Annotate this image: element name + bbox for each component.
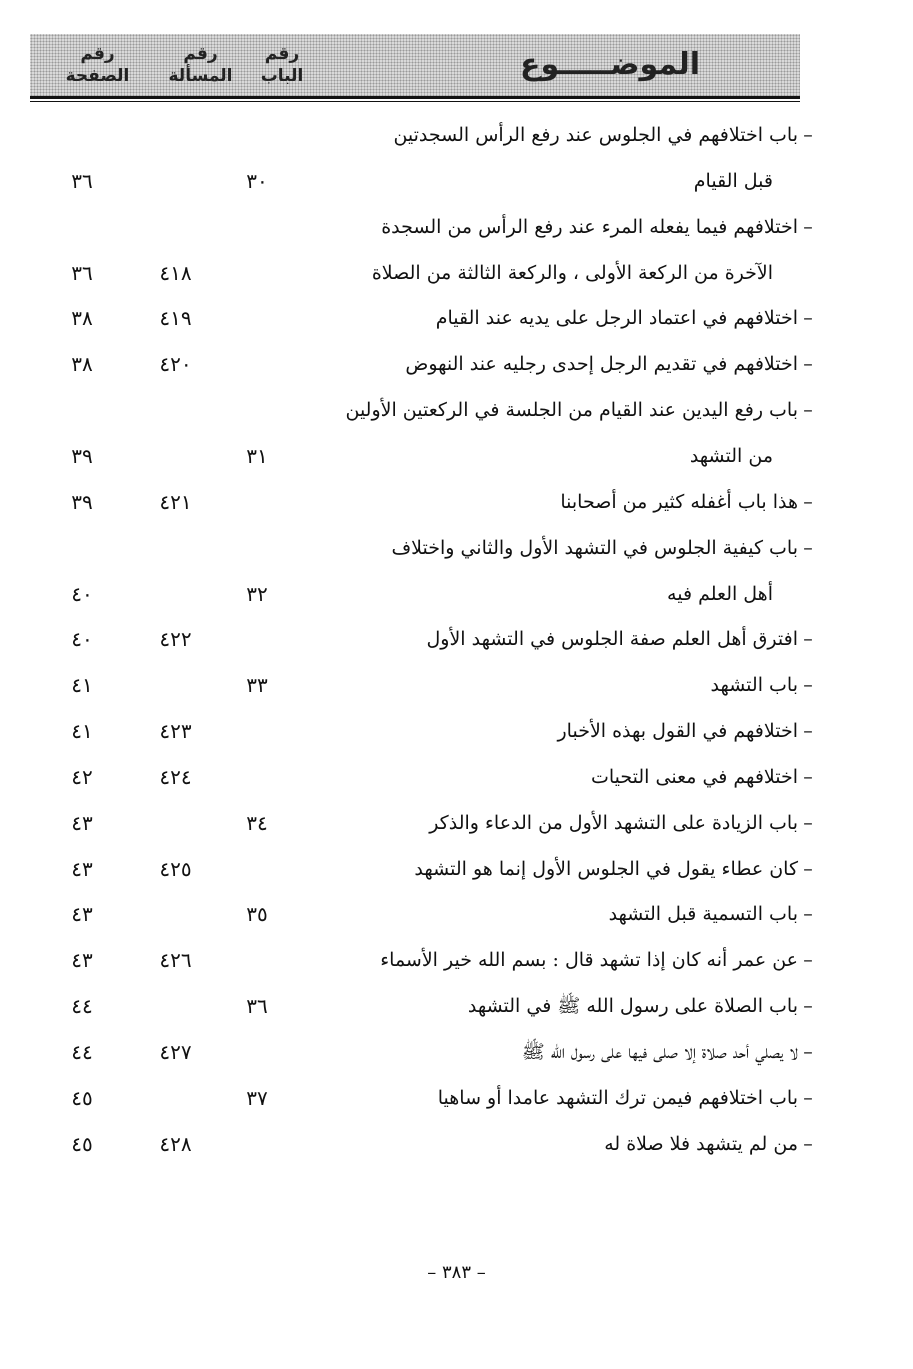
table-row	[0, 204, 913, 250]
table-row	[0, 571, 913, 617]
row-chapter-no	[232, 937, 282, 983]
header-divider	[30, 101, 800, 102]
row-bullet: –	[803, 215, 813, 238]
header-subject-label: الموضـــــوع	[519, 47, 701, 82]
table-row	[0, 1029, 913, 1075]
row-chapter-no	[232, 525, 282, 571]
row-bullet: –	[803, 995, 813, 1018]
row-subject: باب رفع اليدين عند القيام من الجلسة في الركعتين الأولين	[345, 399, 798, 422]
row-page-no	[52, 112, 112, 158]
row-page-no: ٤٣	[71, 856, 93, 881]
row-bullet: –	[803, 811, 813, 834]
row-chapter-no	[232, 479, 282, 525]
row-bullet: –	[803, 307, 813, 330]
row-page-no: ٤٥	[71, 1085, 93, 1110]
row-bullet	[798, 158, 818, 204]
row-subject: اختلافهم في تقديم الرجل إحدى رجليه عند النهوض	[405, 353, 798, 376]
row-bullet: –	[803, 949, 813, 972]
row-issue-no	[148, 571, 203, 617]
header-page-no-line1: رقم	[80, 44, 115, 64]
row-chapter-no: ٣٧	[246, 1085, 268, 1110]
row-subject: الآخرة من الركعة الأولى ، والركعة الثالثة من الصلاة	[371, 261, 773, 284]
table-header	[30, 34, 800, 99]
table-row	[0, 616, 913, 662]
row-bullet: –	[803, 1086, 813, 1109]
page-number: – ٣٨٣ –	[427, 1262, 486, 1283]
row-issue-no	[148, 158, 203, 204]
header-chapter-no-line1: رقم	[264, 44, 300, 64]
row-page-no: ٤٠	[71, 581, 93, 606]
row-page-no: ٣٦	[71, 168, 93, 193]
table-row	[0, 433, 913, 479]
row-bullet: –	[803, 720, 813, 743]
header-issue-no-line1: رقم	[183, 44, 218, 64]
row-issue-no	[148, 891, 203, 937]
row-bullet	[798, 433, 818, 479]
row-issue-no	[148, 525, 203, 571]
row-subject: من لم يتشهد فلا صلاة له	[604, 1132, 798, 1155]
row-subject: باب الصلاة على رسول الله ﷺ في التشهد	[467, 995, 798, 1018]
header-issue-no	[158, 34, 243, 96]
row-bullet: –	[803, 628, 813, 651]
row-subject: من التشهد	[689, 444, 773, 467]
row-chapter-no	[232, 846, 282, 892]
header-chapter-no	[252, 34, 312, 96]
row-chapter-no: ٣٥	[246, 902, 268, 927]
row-bullet: –	[803, 490, 813, 513]
row-subject: باب التشهد	[710, 674, 798, 697]
table-row	[0, 708, 913, 754]
row-chapter-no	[232, 341, 282, 387]
row-bullet: –	[803, 674, 813, 697]
table-row	[0, 387, 913, 433]
row-subject: اختلافهم في معنى التحيات	[590, 765, 798, 788]
row-issue-no	[148, 204, 203, 250]
table-row	[0, 937, 913, 983]
row-issue-no: ٤٢٢	[159, 627, 192, 652]
table-row	[0, 754, 913, 800]
row-subject: اختلافهم في اعتماد الرجل على يديه عند القيام	[435, 307, 798, 330]
row-issue-no	[148, 387, 203, 433]
row-issue-no: ٤٢١	[159, 489, 192, 514]
row-bullet: –	[803, 399, 813, 422]
header-page-no-line2: الصفحة	[65, 66, 130, 86]
row-chapter-no	[232, 204, 282, 250]
row-bullet: –	[803, 353, 813, 376]
row-bullet: –	[803, 857, 813, 880]
row-page-no: ٣٨	[71, 352, 93, 377]
row-bullet: –	[803, 765, 813, 788]
row-bullet: –	[803, 903, 813, 926]
row-chapter-no	[232, 708, 282, 754]
table-row	[0, 662, 913, 708]
row-chapter-no: ٣١	[246, 443, 268, 468]
row-issue-no: ٤٢٤	[159, 764, 192, 789]
row-subject: اختلافهم في القول بهذه الأخبار	[557, 720, 798, 743]
row-chapter-no: ٣٢	[246, 581, 268, 606]
table-row	[0, 1075, 913, 1121]
row-page-no: ٤٢	[71, 764, 93, 789]
row-chapter-no	[232, 754, 282, 800]
table-row	[0, 341, 913, 387]
row-issue-no: ٤٢٦	[159, 948, 192, 973]
row-bullet: –	[803, 124, 813, 146]
row-subject: عن عمر أنه كان إذا تشهد قال : بسم الله خير الأسماء	[380, 949, 798, 972]
row-chapter-no	[232, 387, 282, 433]
header-subject	[430, 34, 790, 96]
row-chapter-no	[232, 1121, 282, 1167]
row-page-no: ٤١	[71, 719, 93, 744]
row-subject: باب اختلافهم فيمن ترك التشهد عامدا أو ساهيا	[437, 1086, 798, 1109]
row-chapter-no	[232, 616, 282, 662]
row-chapter-no	[232, 112, 282, 158]
row-page-no	[52, 525, 112, 571]
row-subject: قبل القيام	[693, 169, 773, 192]
row-issue-no: ٤١٨	[159, 260, 192, 285]
row-issue-no: ٤٢٥	[159, 856, 192, 881]
row-page-no: ٤٣	[71, 810, 93, 835]
row-issue-no: ٤٢٧	[159, 1040, 192, 1064]
row-page-no: ٤٤	[71, 1040, 93, 1064]
row-bullet	[798, 250, 818, 296]
row-page-no: ٤١	[71, 673, 93, 698]
header-issue-no-line2: المسألة	[168, 66, 233, 86]
row-bullet: –	[803, 1041, 813, 1063]
row-subject: باب كيفية الجلوس في التشهد الأول والثاني واختلاف	[391, 536, 798, 559]
row-subject: افترق أهل العلم صفة الجلوس في التشهد الأول	[426, 628, 798, 651]
header-page-no	[60, 34, 135, 96]
table-row	[0, 250, 913, 296]
row-page-no	[52, 387, 112, 433]
row-issue-no	[148, 800, 203, 846]
row-page-no: ٣٩	[71, 489, 93, 514]
table-row	[0, 846, 913, 892]
row-page-no: ٤٣	[71, 948, 93, 973]
row-chapter-no: ٣٣	[246, 673, 268, 698]
table-row	[0, 800, 913, 846]
row-bullet	[798, 571, 818, 617]
row-chapter-no: ٣٠	[246, 168, 268, 193]
table-row	[0, 479, 913, 525]
table-row	[0, 891, 913, 937]
row-chapter-no	[232, 295, 282, 341]
row-subject: باب التسمية قبل التشهد	[608, 903, 798, 926]
row-page-no: ٣٨	[71, 306, 93, 331]
table-row	[0, 295, 913, 341]
table-row	[0, 983, 913, 1029]
row-page-no: ٤٠	[71, 627, 93, 652]
row-page-no: ٣٦	[71, 260, 93, 285]
row-chapter-no: ٣٦	[246, 994, 268, 1019]
row-issue-no: ٤٢٠	[159, 352, 192, 377]
row-issue-no	[148, 433, 203, 479]
row-issue-no	[148, 983, 203, 1029]
row-subject: أهل العلم فيه	[667, 582, 773, 605]
row-issue-no: ٤٢٣	[159, 719, 192, 744]
row-issue-no	[148, 112, 203, 158]
row-subject: هذا باب أغفله كثير من أصحابنا	[560, 490, 798, 513]
row-chapter-no: ٣٤	[246, 810, 268, 835]
table-row	[0, 1121, 913, 1167]
table-row	[0, 158, 913, 204]
row-page-no: ٤٥	[71, 1131, 93, 1156]
header-chapter-no-line2: الباب	[260, 66, 304, 86]
row-chapter-no	[232, 1029, 282, 1075]
row-subject: باب الزيادة على التشهد الأول من الدعاء والذكر	[429, 811, 798, 834]
row-issue-no: ٤١٩	[159, 306, 192, 331]
row-subject: باب اختلافهم في الجلوس عند رفع الرأس السجدتين	[393, 124, 798, 146]
row-subject: لا يصلي أحد صلاة إلا صلى فيها على رسول الله ﷺ	[521, 1041, 798, 1063]
row-subject: كان عطاء يقول في الجلوس الأول إنما هو التشهد	[414, 857, 798, 880]
row-issue-no	[148, 662, 203, 708]
table-row	[0, 525, 913, 571]
row-page-no: ٤٤	[71, 994, 93, 1019]
table-row	[0, 112, 913, 158]
row-bullet: –	[803, 1132, 813, 1155]
row-subject: اختلافهم فيما يفعله المرء عند رفع الرأس من السجدة	[381, 215, 798, 238]
row-chapter-no	[232, 250, 282, 296]
row-bullet: –	[803, 536, 813, 559]
row-page-no: ٤٣	[71, 902, 93, 927]
row-issue-no	[148, 1075, 203, 1121]
row-page-no: ٣٩	[71, 443, 93, 468]
row-page-no	[52, 204, 112, 250]
row-issue-no: ٤٢٨	[159, 1131, 192, 1156]
